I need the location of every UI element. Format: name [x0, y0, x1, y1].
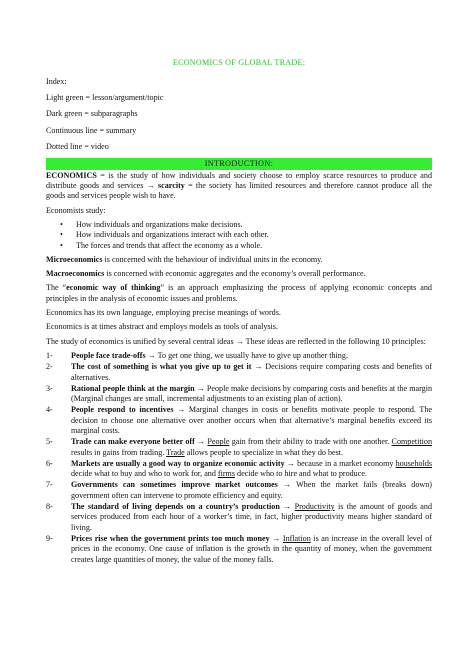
bullet-icon: •	[60, 230, 63, 240]
legend-item-continuous-line: Continuous line = summary	[46, 125, 137, 135]
abstract-paragraph: Economics is at times abstract and employs models as tools of analysis.	[46, 322, 278, 332]
underlined-term: firms	[217, 469, 235, 479]
principle-item	[46, 480, 432, 501]
arrow-icon: →	[194, 437, 208, 447]
arrow-icon: →	[145, 350, 158, 360]
bullet-icon: •	[60, 219, 63, 229]
principle-item	[46, 405, 432, 436]
principle-title: Markets are usually a good way to organize economic activity	[71, 458, 285, 468]
macroeconomics-paragraph	[46, 269, 432, 279]
legend-item-light-green: Light green = lesson/argument/topic	[46, 93, 164, 103]
macroeconomics-term: Macroeconomics	[46, 269, 105, 279]
principle-title: Trade can make everyone better off	[71, 437, 195, 447]
principle-text: decide what to buy and who to work for, and	[71, 469, 218, 479]
arrow-icon: →	[269, 533, 283, 543]
principle-item	[46, 384, 432, 405]
legend-heading: Index:	[46, 77, 67, 87]
legend-item-dotted-line: Dotted line = video	[46, 141, 109, 151]
index-legend	[46, 77, 432, 152]
principle-item	[46, 362, 432, 383]
list-item	[46, 230, 432, 240]
principle-text: is the amount of goods and services produced from each hour of a worker’s time, in fact, higher productivity means higher standard of living.	[71, 502, 432, 532]
principle-item	[46, 459, 432, 480]
principle-number: 3-	[46, 383, 53, 393]
study-list	[46, 220, 432, 251]
underlined-term: Productivity	[294, 502, 335, 512]
principles-list	[46, 351, 432, 565]
underlined-term: Inflation	[282, 533, 311, 543]
arrow-icon: →	[194, 383, 207, 393]
introduction-banner: INTRODUCTION:	[46, 158, 432, 170]
principle-title: Prices rise when the government prints too much money	[71, 533, 270, 543]
principle-item	[46, 351, 432, 361]
microeconomics-text: is concerned with the behaviour of individual units in the economy.	[102, 254, 323, 264]
arrow-icon: →	[284, 458, 298, 468]
arrow-icon: →	[251, 362, 266, 372]
underlined-term: households	[395, 458, 433, 468]
underlined-term: People	[207, 437, 230, 447]
scarcity-term: scarcity	[158, 181, 185, 191]
principle-text: To get one thing, we usually have to give up another thing.	[157, 350, 348, 360]
principle-text: allows people to specialize in what they do best.	[184, 447, 344, 457]
economic-way-text: ” is an approach emphasizing the process of applying economic concepts and principles in the analysis of economic issues and problems.	[46, 283, 432, 303]
list-item	[46, 241, 432, 251]
list-item-text: How individuals and organizations interact with each other.	[76, 230, 269, 240]
principle-text: When the market fails (breaks down) government often can intervene to promote efficiency and equity.	[71, 480, 432, 500]
principle-text: because in a market economy	[297, 458, 396, 468]
principle-text: decide who to hire and what to produce.	[235, 469, 367, 479]
definition-text: = is the study of how individuals and society choose to employ scarce resources to produce and distribute goods and services	[46, 170, 432, 191]
principle-number: 1-	[46, 350, 53, 360]
principle-number: 8-	[46, 502, 53, 512]
principle-text: People make decisions by comparing costs and benefits at the margin (Marginal changes are small, incremental adjustments to an existing plan of action).	[71, 383, 432, 404]
microeconomics-term: Microeconomics	[46, 254, 103, 264]
list-item	[46, 220, 432, 230]
principle-text: is an increase in the overall level of prices in the economy. One cause of inflation is the growth in the quantity of money, when the government creates large quantities of money, the value of the money falls.	[71, 533, 433, 564]
principle-number: 6-	[46, 458, 53, 468]
economics-term: ECONOMICS	[46, 170, 97, 180]
arrow-icon: →	[173, 405, 189, 415]
study-intro: Economists study:	[46, 205, 106, 215]
principle-number: 9-	[46, 533, 53, 543]
scarcity-text: = the society has limited resources and therefore cannot produce all the goods and services people wish to have.	[46, 181, 432, 201]
principle-item	[46, 534, 432, 565]
principle-text: Decisions require comparing costs and benefits of alternatives.	[71, 362, 433, 382]
arrow-icon: →	[146, 181, 155, 191]
principle-item	[46, 502, 432, 533]
principle-item	[46, 437, 432, 458]
language-paragraph: Economics has its own language, employing precise meanings of words.	[46, 308, 281, 318]
principle-title: The cost of something is what you give up to get it	[71, 362, 252, 372]
arrow-icon: →	[277, 480, 297, 490]
principle-title: Governments can sometimes improve market outcomes	[71, 480, 278, 490]
principle-title: People face trade-offs	[71, 350, 146, 360]
principle-title: People respond to incentives	[71, 405, 174, 415]
quote-open: The “	[46, 283, 67, 293]
economic-way-term: economic way of thinking	[66, 283, 161, 293]
principle-number: 7-	[46, 480, 53, 490]
principle-number: 2-	[46, 362, 53, 372]
underlined-term: Trade	[166, 447, 185, 457]
principle-text: Marginal changes in costs or benefits motivate people to respond. The decision to choose one alternative over another occurs when that alternative’s marginal benefits exceed its marginal costs.	[71, 405, 432, 435]
principle-text: results in gains from trading.	[71, 447, 167, 457]
principle-number: 5-	[46, 437, 53, 447]
principle-title: The standard of living depends on a country’s production	[71, 502, 280, 512]
economic-way-paragraph	[46, 283, 432, 304]
bullet-icon: •	[60, 240, 63, 250]
list-item-text: How individuals and organizations make decisions.	[76, 219, 243, 229]
list-item-text: The forces and trends that affect the economy as a whole.	[76, 240, 263, 250]
principles-intro: The study of economics is unified by several central ideas → These ideas are reflected in the following 10 principles:	[46, 336, 426, 346]
microeconomics-paragraph	[46, 255, 432, 265]
economics-definition	[46, 171, 432, 202]
principle-number: 4-	[46, 405, 53, 415]
underlined-term: Competition	[391, 437, 433, 447]
document-body	[46, 58, 432, 566]
macroeconomics-text: is concerned with economic aggregates and the economy’s overall performance.	[104, 269, 366, 279]
principle-title: Rational people think at the margin	[71, 383, 195, 393]
document-title: ECONOMICS OF GLOBAL TRADE:	[172, 58, 306, 67]
principle-text: gain from their ability to trade with one another.	[229, 437, 392, 447]
legend-item-dark-green: Dark green = subparagraphs	[46, 109, 138, 119]
arrow-icon: →	[279, 502, 295, 512]
